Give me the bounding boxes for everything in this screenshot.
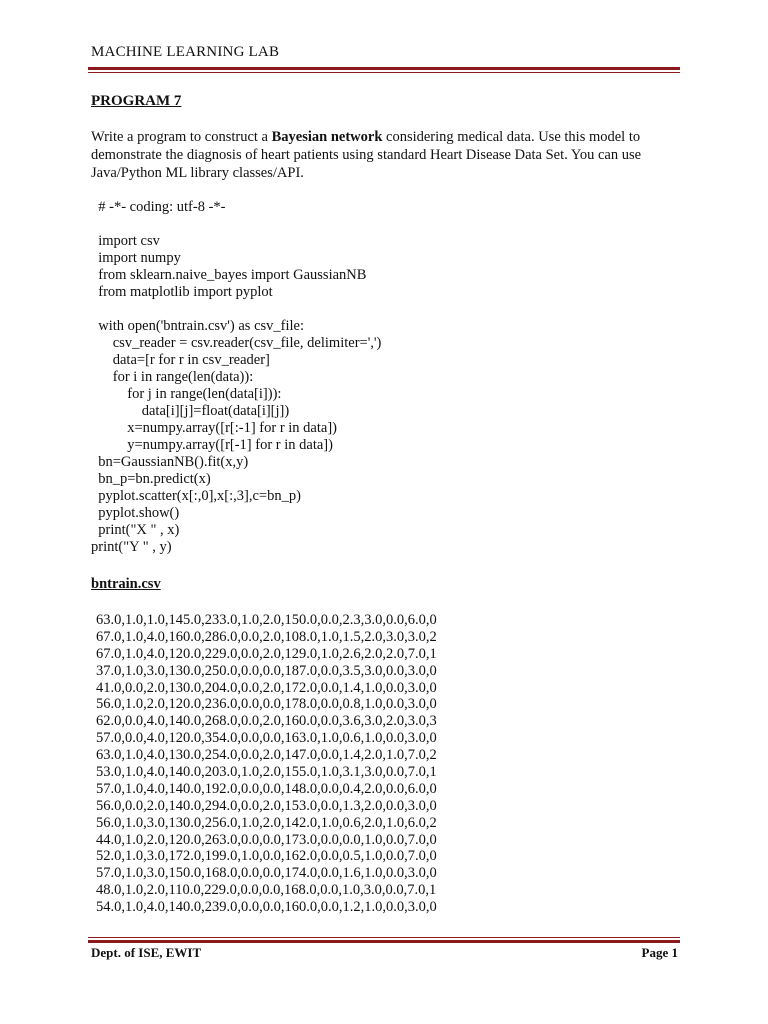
code-line: pyplot.show() — [91, 505, 180, 521]
code-line: bn_p=bn.predict(x) — [91, 471, 211, 487]
code-line: data[i][j]=float(data[i][j]) — [91, 403, 290, 419]
csv-row: 37.0,1.0,3.0,130.0,250.0,0.0,0.0,187.0,0.0,3.5,3.0,0.0,3.0,0 — [96, 662, 437, 679]
csv-row: 57.0,1.0,4.0,140.0,192.0,0.0,0.0,148.0,0.0,0.4,2.0,0.0,6.0,0 — [96, 780, 437, 797]
csv-row: 53.0,1.0,4.0,140.0,203.0,1.0,2.0,155.0,1.0,3.1,3.0,0.0,7.0,1 — [96, 764, 437, 781]
csv-row: 63.0,1.0,4.0,130.0,254.0,0.0,2.0,147.0,0.0,1.4,2.0,1.0,7.0,2 — [96, 747, 437, 764]
csv-row: 56.0,1.0,2.0,120.0,236.0,0.0,0.0,178.0,0.0,0.8,1.0,0.0,3.0,0 — [96, 696, 437, 713]
footer-department: Dept. of ISE, EWIT — [91, 945, 202, 960]
csv-row: 52.0,1.0,3.0,172.0,199.0,1.0,0.0,162.0,0.0,0.5,1.0,0.0,7.0,0 — [96, 848, 437, 865]
code-block — [91, 199, 681, 556]
code-line: with open('bntrain.csv') as csv_file: — [91, 318, 305, 334]
program-heading: PROGRAM 7 — [91, 93, 182, 109]
csv-row: 56.0,1.0,3.0,130.0,256.0,1.0,2.0,142.0,1.0,0.6,2.0,1.0,6.0,2 — [96, 814, 437, 831]
csv-row: 56.0,0.0,2.0,140.0,294.0,0.0,2.0,153.0,0.0,1.3,2.0,0.0,3.0,0 — [96, 797, 437, 814]
code-line: bn=GaussianNB().fit(x,y) — [91, 454, 249, 470]
code-line: from sklearn.naive_bayes import GaussianNB — [91, 267, 367, 283]
intro-bold-term: Bayesian network — [271, 129, 383, 145]
intro-text-start: Write a program to construct a — [91, 129, 272, 145]
footer-rule-thin — [88, 937, 680, 938]
code-line: data=[r for r in csv_reader] — [91, 352, 270, 368]
csv-row: 63.0,1.0,1.0,145.0,233.0,1.0,2.0,150.0,0.0,2.3,3.0,0.0,6.0,0 — [96, 612, 437, 628]
intro-text-end: considering medical data. Use this model to demonstrate the diagnosis of heart patients using standard Heart Disease Data Set. You can use Java/Python ML library classes/API. — [91, 129, 642, 181]
code-line: for j in range(len(data[i])): — [91, 386, 282, 402]
csv-data-block — [96, 612, 686, 916]
csv-heading: bntrain.csv — [91, 576, 161, 592]
program-description — [91, 128, 681, 182]
csv-row: 54.0,1.0,4.0,140.0,239.0,0.0,0.0,160.0,0.0,1.2,1.0,0.0,3.0,0 — [96, 899, 437, 916]
csv-row: 62.0,0.0,4.0,140.0,268.0,0.0,2.0,160.0,0.0,3.6,3.0,2.0,3.0,3 — [96, 713, 437, 730]
header-rule-thin — [88, 72, 680, 73]
csv-row: 67.0,1.0,4.0,160.0,286.0,0.0,2.0,108.0,1.0,1.5,2.0,3.0,3.0,2 — [96, 628, 437, 645]
csv-row: 44.0,1.0,2.0,120.0,263.0,0.0,0.0,173.0,0.0,0.0,1.0,0.0,7.0,0 — [96, 831, 437, 848]
code-line: from matplotlib import pyplot — [91, 284, 273, 300]
code-line: print("X " , x) — [91, 522, 180, 538]
header-rule-thick — [88, 67, 680, 70]
code-line: print("Y " , y) — [91, 539, 172, 555]
csv-row: 48.0,1.0,2.0,110.0,229.0,0.0,0.0,168.0,0.0,1.0,3.0,0.0,7.0,1 — [96, 882, 437, 899]
footer-rule-thick — [88, 940, 680, 943]
code-line: # -*- coding: utf-8 -*- — [91, 199, 226, 215]
code-line: for i in range(len(data)): — [91, 369, 254, 385]
code-line — [91, 216, 681, 233]
code-line — [91, 301, 681, 318]
code-line: csv_reader = csv.reader(csv_file, delimiter=',') — [91, 335, 382, 351]
csv-row: 67.0,1.0,4.0,120.0,229.0,0.0,2.0,129.0,1.0,2.6,2.0,2.0,7.0,1 — [96, 645, 437, 662]
code-line: x=numpy.array([r[:-1] for r in data]) — [91, 420, 337, 436]
code-line: import numpy — [91, 250, 181, 266]
csv-row: 41.0,0.0,2.0,130.0,204.0,0.0,2.0,172.0,0.0,1.4,1.0,0.0,3.0,0 — [96, 679, 437, 696]
csv-row: 57.0,1.0,3.0,150.0,168.0,0.0,0.0,174.0,0.0,1.6,1.0,0.0,3.0,0 — [96, 865, 437, 882]
code-line: import csv — [91, 233, 160, 249]
code-line: pyplot.scatter(x[:,0],x[:,3],c=bn_p) — [91, 488, 301, 504]
header-title: MACHINE LEARNING LAB — [91, 44, 280, 60]
footer-page-number: Page 1 — [641, 945, 678, 960]
code-line: y=numpy.array([r[-1] for r in data]) — [91, 437, 333, 453]
csv-row: 57.0,0.0,4.0,120.0,354.0,0.0,0.0,163.0,1.0,0.6,1.0,0.0,3.0,0 — [96, 730, 437, 747]
